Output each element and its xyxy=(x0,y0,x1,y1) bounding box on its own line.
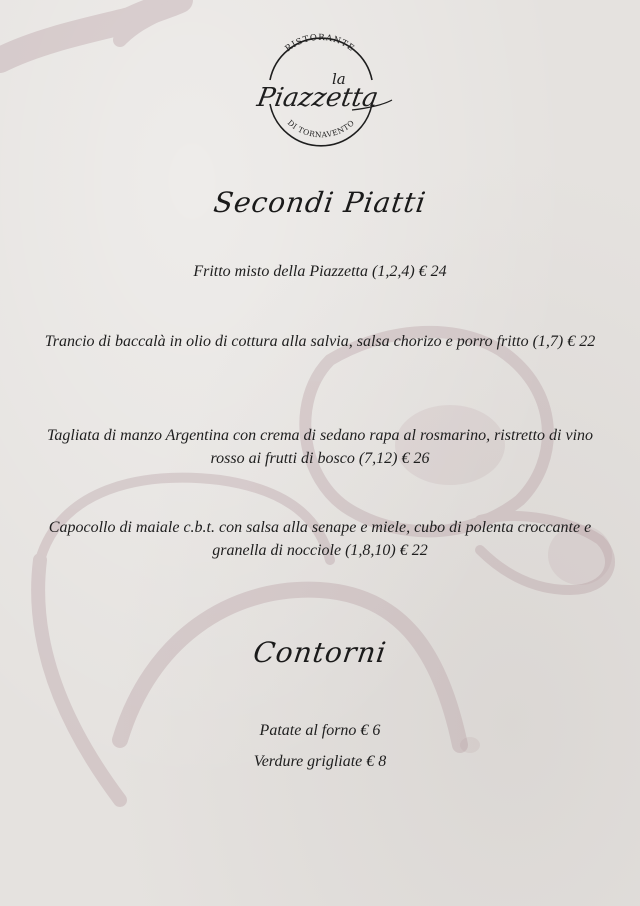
secondi-piatti-heading: Secondi Piatti xyxy=(211,186,429,219)
menu-item-patate: Patate al forno € 6 xyxy=(259,722,381,739)
menu-item-capocollo: Capocollo di maiale c.b.t. con salsa alla senape e miele, cubo di polenta croccante e granella di nocciole (1,8,10) € 22 xyxy=(48,519,592,559)
menu-item-verdure: Verdure grigliate € 8 xyxy=(253,753,387,770)
logo-seal-icon xyxy=(240,28,400,152)
logo-script-small: la xyxy=(332,70,346,88)
logo-bottom-text: DI TORNAVENTO xyxy=(285,118,357,140)
logo-script-main: Piazzetta xyxy=(254,83,381,113)
logo-top-text: RISTORANTE xyxy=(283,32,357,55)
menu-item-tagliata: Tagliata di manzo Argentina con crema di sedano rapa al rosmarino, ristretto di vino rosso ai frutti di bosco (7,12) € 26 xyxy=(46,427,594,467)
menu-item-fritto-misto: Fritto misto della Piazzetta (1,2,4) € 24 xyxy=(193,263,447,280)
svg-text:RISTORANTE xyxy=(284,33,357,54)
menu-item-baccala: Trancio di baccalà in olio di cottura alla salvia, salsa chorizo e porro fritto (1,7) € 22 xyxy=(44,333,596,350)
restaurant-logo xyxy=(240,28,400,152)
svg-text:DI TORNAVENTO xyxy=(286,118,356,139)
contorni-heading: Contorni xyxy=(251,636,389,669)
